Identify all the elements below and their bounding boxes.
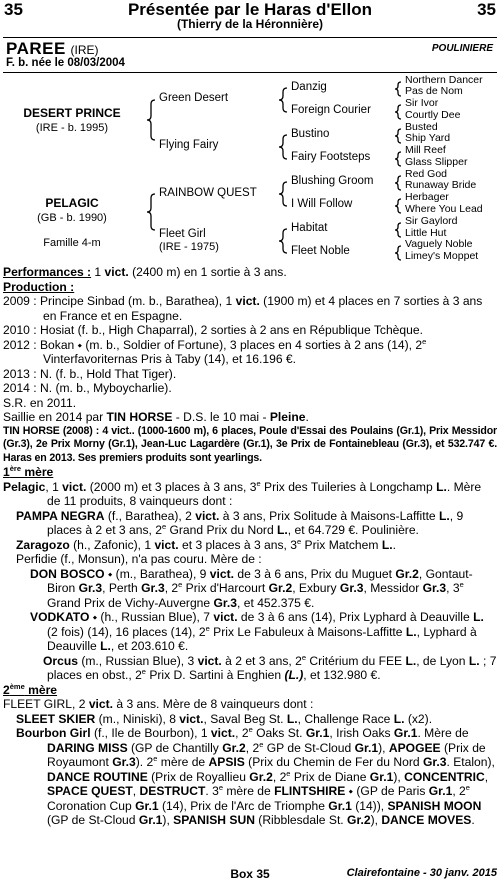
gen2-item: RAINBOW QUEST bbox=[159, 187, 257, 199]
performances: Performances : 1 vict. (2400 m) en 1 sortie à 3 ans. bbox=[3, 265, 287, 279]
gen4-item: Runaway Bride bbox=[405, 179, 477, 191]
production-item: 2010 : Hosiat (f. b., High Chaparral), 2 sorties à 2 ans en République Tchèque. bbox=[3, 323, 423, 337]
sire-info: (IRE - b. 1995) bbox=[35, 122, 109, 134]
gen4-item: Little Hut bbox=[405, 227, 447, 239]
gen3-item: Foreign Courier bbox=[291, 104, 371, 116]
dam-line: Zaragozo (h., Zafonic), 1 vict. et 3 places à 3 ans, 3e Prix Matchem L.. bbox=[16, 536, 396, 552]
gen3-item: Bustino bbox=[291, 128, 330, 140]
dam-info: (GB - b. 1990) bbox=[37, 212, 107, 224]
sire-name: DESERT PRINCE bbox=[23, 106, 121, 120]
gen4-item: Red God bbox=[405, 168, 448, 180]
gen2-item: Flying Fairy bbox=[159, 139, 219, 151]
stallion-note: TIN HORSE (2008) : 4 vict.. (1000-1600 m), 6 places, Poule d'Essai des Poulains (Gr.1), Prix Messidor (Gr.3), 2e Prix Morny (Gr.1), Jean-Luc Lagardère (Gr.1), 3e Prix de Fontainebleau (Gr.3), et 532.747 €. Haras en 2013. Ses premiers produits sont yearlings. bbox=[3, 424, 497, 464]
section-heading: 1ère mère bbox=[3, 464, 54, 479]
production-item: 2014 : N. (m. b., Myboycharlie). bbox=[3, 381, 172, 395]
gen2-item: Green Desert bbox=[159, 92, 229, 104]
box-number: Box 35 bbox=[230, 867, 270, 881]
birth-info: F. b. née le 08/03/2004 bbox=[6, 57, 125, 69]
gen4-item: Busted bbox=[405, 121, 438, 133]
granddam-line: Bourbon Girl (f., Ile de Bourbon), 1 vict., 2e Oaks St. Gr.1, Irish Oaks Gr.1. Mère de DARING MISS (GP de Chantilly Gr.2, 2e GP de St-Cloud Gr.1), APOGEE (Prix de Royaumont Gr.3). 2e mère de APSIS (Prix du Chemin de Fer du Nord Gr.3. Etalon), DANCE ROUTINE (Prix de Royallieu Gr.2, 2e Prix de Diane Gr.1), CONCENTRIC, SPACE QUEST, DESTRUCT. 3e mère de FLINTSHIRE ⬩ (GP de Paris Gr.1, 2e Coronation Cup Gr.1 (14), Prix de l'Arc de Triomphe Gr.1 (14)), SPANISH MOON (GP de St-Cloud Gr.1), SPANISH SUN (Ribblesdale St. Gr.2), DANCE MOVES. bbox=[16, 725, 495, 827]
gen3-item: I Will Follow bbox=[291, 198, 353, 210]
dam-line: Orcus (m., Russian Blue), 3 vict. à 2 et 3 ans, 2e Critérium du FEE L., de Lyon L. ; 7 places en obst., 2e Prix D. Sartini à Enghien (L.), et 132.980 €. bbox=[43, 652, 497, 682]
gen3-item: Fairy Footsteps bbox=[291, 151, 371, 163]
dam-family: Famille 4-m bbox=[43, 237, 101, 249]
gen4-item: Sir Ivor bbox=[405, 97, 439, 109]
gen4-item: Pas de Nom bbox=[405, 85, 463, 97]
horse-name: PAREE (IRE) bbox=[6, 39, 99, 58]
dam-line: Perfidie (f., Monsun), n'a pas couru. Mère de : bbox=[16, 552, 262, 566]
gen3-item: Blushing Groom bbox=[291, 175, 374, 187]
production-item: 2012 : Bokan ⬩ (m. b., Soldier of Fortune), 3 places en 4 sorties à 2 ans (14), 2e Vinterfavoriternas Pris à Taby (14), et 16.196 €. bbox=[3, 336, 427, 366]
dam-line: DON BOSCO ⬩ (m., Barathea), 9 vict. de 3 à 6 ans, Prix du Muguet Gr.2, Gontaut-Biron Gr.3, Perth Gr.3, 2e Prix d'Harcourt Gr.2, Exbury Gr.3, Messidor Gr.3, 3e Grand Prix de Vichy-Auvergne Gr.3, et 452.375 €. bbox=[30, 566, 473, 610]
dam-line: PAMPA NEGRA (f., Barathea), 2 vict. à 3 ans, Prix Solitude à Maisons-Laffitte L., 9 places à 2 et 3 ans, 2e Grand Prix du Nord L., et 64.729 €. Poulinière. bbox=[16, 508, 464, 537]
granddam-line: FLEET GIRL, 2 vict. à 3 ans. Mère de 8 vainqueurs dont : bbox=[3, 697, 314, 711]
page-title: Présentée par le Haras d'Ellon bbox=[127, 0, 373, 19]
gen4-item: Sir Gaylord bbox=[405, 215, 458, 227]
dam-line: VODKATO ⬩ (h., Russian Blue), 7 vict. de 3 à 6 ans (14), Prix Lyphard à Deauville L. (2 fois) (14), 16 places (14), 2e Prix Le Fabuleux à Maisons-Laffitte L., Lyphard à Deauville L., et 203.610 €. bbox=[30, 610, 484, 653]
production-item: Saillie en 2014 par TIN HORSE - D.S. le 10 mai - Pleine. bbox=[3, 410, 309, 424]
lot-number-right: 35 bbox=[477, 0, 496, 19]
gen4-item: Limey's Moppet bbox=[405, 250, 479, 262]
gen2-info: (IRE - 1975) bbox=[159, 241, 219, 253]
gen4-item: Ship Yard bbox=[405, 132, 451, 144]
consignor: (Thierry de la Héronnière) bbox=[176, 17, 324, 31]
production-item: S.R. en 2011. bbox=[3, 395, 77, 410]
horse-category: POULINIERE bbox=[431, 43, 493, 54]
granddam-line: SLEET SKIER (m., Niniski), 8 vict., Saval Beg St. L., Challenge Race L. (x2). bbox=[16, 711, 433, 726]
gen4-item: Where You Lead bbox=[405, 203, 483, 215]
pedigree-brackets bbox=[0, 0, 500, 270]
gen4-item: Glass Slipper bbox=[405, 156, 468, 168]
gen4-item: Courtly Dee bbox=[405, 109, 461, 121]
gen3-item: Danzig bbox=[291, 81, 327, 93]
sale-info: Clairefontaine - 30 janv. 2015 bbox=[346, 867, 497, 879]
gen4-item: Herbager bbox=[405, 191, 449, 203]
lot-number-left: 35 bbox=[4, 0, 23, 19]
section-heading: Production : bbox=[3, 279, 75, 294]
section-heading: 2ème mère bbox=[3, 681, 58, 697]
production-item: 2013 : N. (f. b., Hold That Tiger). bbox=[3, 366, 177, 381]
catalogue-body bbox=[3, 265, 497, 828]
gen4-item: Vaguely Noble bbox=[405, 238, 473, 250]
dam-line: Pelagic, 1 vict. (2000 m) et 3 places à 3 ans, 3e Prix des Tuileries à Longchamp L.. Mère de 11 produits, 8 vainqueurs dont : bbox=[3, 478, 482, 508]
gen4-item: Northern Dancer bbox=[405, 74, 483, 86]
gen2-item: Fleet Girl bbox=[159, 228, 206, 240]
production-item: 2009 : Principe Sinbad (m. b., Barathea), 1 vict. (1900 m) et 4 places en 7 sorties à 3 ans en France et en Espagne. bbox=[3, 294, 483, 323]
gen3-item: Fleet Noble bbox=[291, 245, 350, 257]
gen4-item: Mill Reef bbox=[405, 144, 446, 156]
dam-name: PELAGIC bbox=[45, 196, 99, 210]
gen3-item: Habitat bbox=[291, 222, 328, 234]
